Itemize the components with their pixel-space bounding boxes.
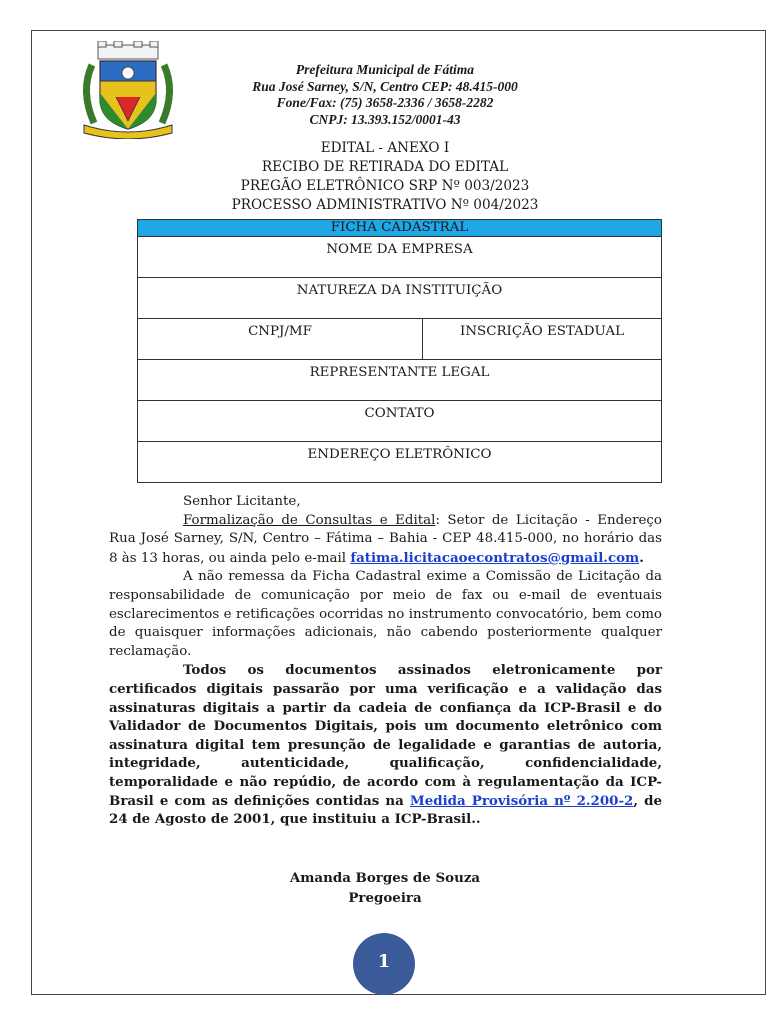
signatures-end: , de 24 de Agosto de 2001, que instituiu a ICP-Brasil..	[109, 792, 662, 828]
state-registration-label: INSCRIÇÃO ESTADUAL	[460, 324, 624, 339]
email-link[interactable]: fatima.licitacaoecontratos@gmail.com	[350, 549, 640, 566]
legal-representative-field[interactable]	[138, 360, 662, 401]
title-process: PROCESSO ADMINISTRATIVO Nº 004/2023	[231, 197, 539, 213]
cnpj-label: CNPJ/MF	[248, 324, 312, 339]
medida-provisoria-link[interactable]: Medida Provisória nº 2.200-2	[409, 792, 634, 809]
signature-block	[235, 868, 535, 908]
municipal-crest-logo	[76, 41, 180, 139]
title-receipt: RECIBO DE RETIRADA DO EDITAL	[261, 159, 509, 175]
company-name-field[interactable]	[138, 237, 662, 278]
contact-label: CONTATO	[364, 406, 435, 421]
consultas-end: .	[639, 549, 644, 566]
cnpj-field[interactable]	[138, 319, 423, 360]
phone-fax: Fone/Fax: (75) 3658-2336 / 3658-2282	[276, 95, 494, 110]
registration-form-table	[137, 219, 662, 483]
salutation: Senhor Licitante,	[183, 494, 301, 509]
contact-field[interactable]	[138, 401, 662, 442]
email-address-field[interactable]	[138, 442, 662, 483]
consultas-text: : Setor de Licitação - Endereço Rua José Sarney, S/N, Centro – Fátima – Bahia - CEP 48.415-000, no horário das 8 às 13 horas, ou ainda pelo e-mail	[109, 512, 662, 566]
document-title	[160, 139, 610, 215]
company-name-label: NOME DA EMPRESA	[326, 242, 473, 257]
signatory-role: Pregoeira	[348, 890, 422, 906]
institution-nature-field[interactable]	[138, 278, 662, 319]
legal-representative-label: REPRESENTANTE LEGAL	[309, 365, 490, 380]
title-pregao: PREGÃO ELETRÔNICO SRP Nº 003/2023	[240, 178, 530, 194]
address: Rua José Sarney, S/N, Centro CEP: 48.415-000	[252, 78, 518, 94]
institution-nature-label: NATUREZA DA INSTITUIÇÃO	[296, 283, 503, 298]
signatory-name: Amanda Borges de Souza	[289, 870, 481, 886]
paragraph-digital-signatures	[109, 661, 662, 828]
state-registration-field[interactable]	[423, 319, 662, 360]
consultas-label: Formalização de Consultas e Edital	[183, 512, 436, 528]
form-header: FICHA CADASTRAL	[138, 220, 662, 237]
municipality-name: Prefeitura Municipal de Fátima	[295, 62, 475, 77]
page-number-badge: 1	[353, 933, 415, 995]
signatures-text: Todos os documentos assinados eletronicamente por certificados digitais passarão por uma verificação e a validação das assinaturas digitais a partir da cadeia de confiança da ICP-Brasil e do Validador de Documentos Digitais, pois um documento eletrônico com assinatura digital tem presunção de legalidade e garantias de autoria, integridade, autenticidade, qualificação, confidencialidade, temporalidade e não repúdio, de acordo com à regulamentação da ICP-Brasil e com as definições contidas na	[109, 662, 662, 809]
paragraph-consultas	[109, 512, 662, 569]
letterhead	[200, 62, 570, 128]
email-address-label: ENDEREÇO ELETRÔNICO	[307, 447, 492, 462]
paragraph-ficha-notice: A não remessa da Ficha Cadastral exime a Comissão de Licitação da responsabilidade de comunicação por meio de fax ou e-mail de eventuais esclarecimentos e retificações ocorridas no instrumento convocatório, bem como de quaisquer informações adicionais, não cabendo posteriormente qualquer reclamação.	[109, 569, 662, 659]
title-annex: EDITAL - ANEXO I	[320, 140, 450, 156]
body-text	[109, 493, 662, 829]
cnpj: CNPJ: 13.393.152/0001-43	[309, 111, 461, 127]
